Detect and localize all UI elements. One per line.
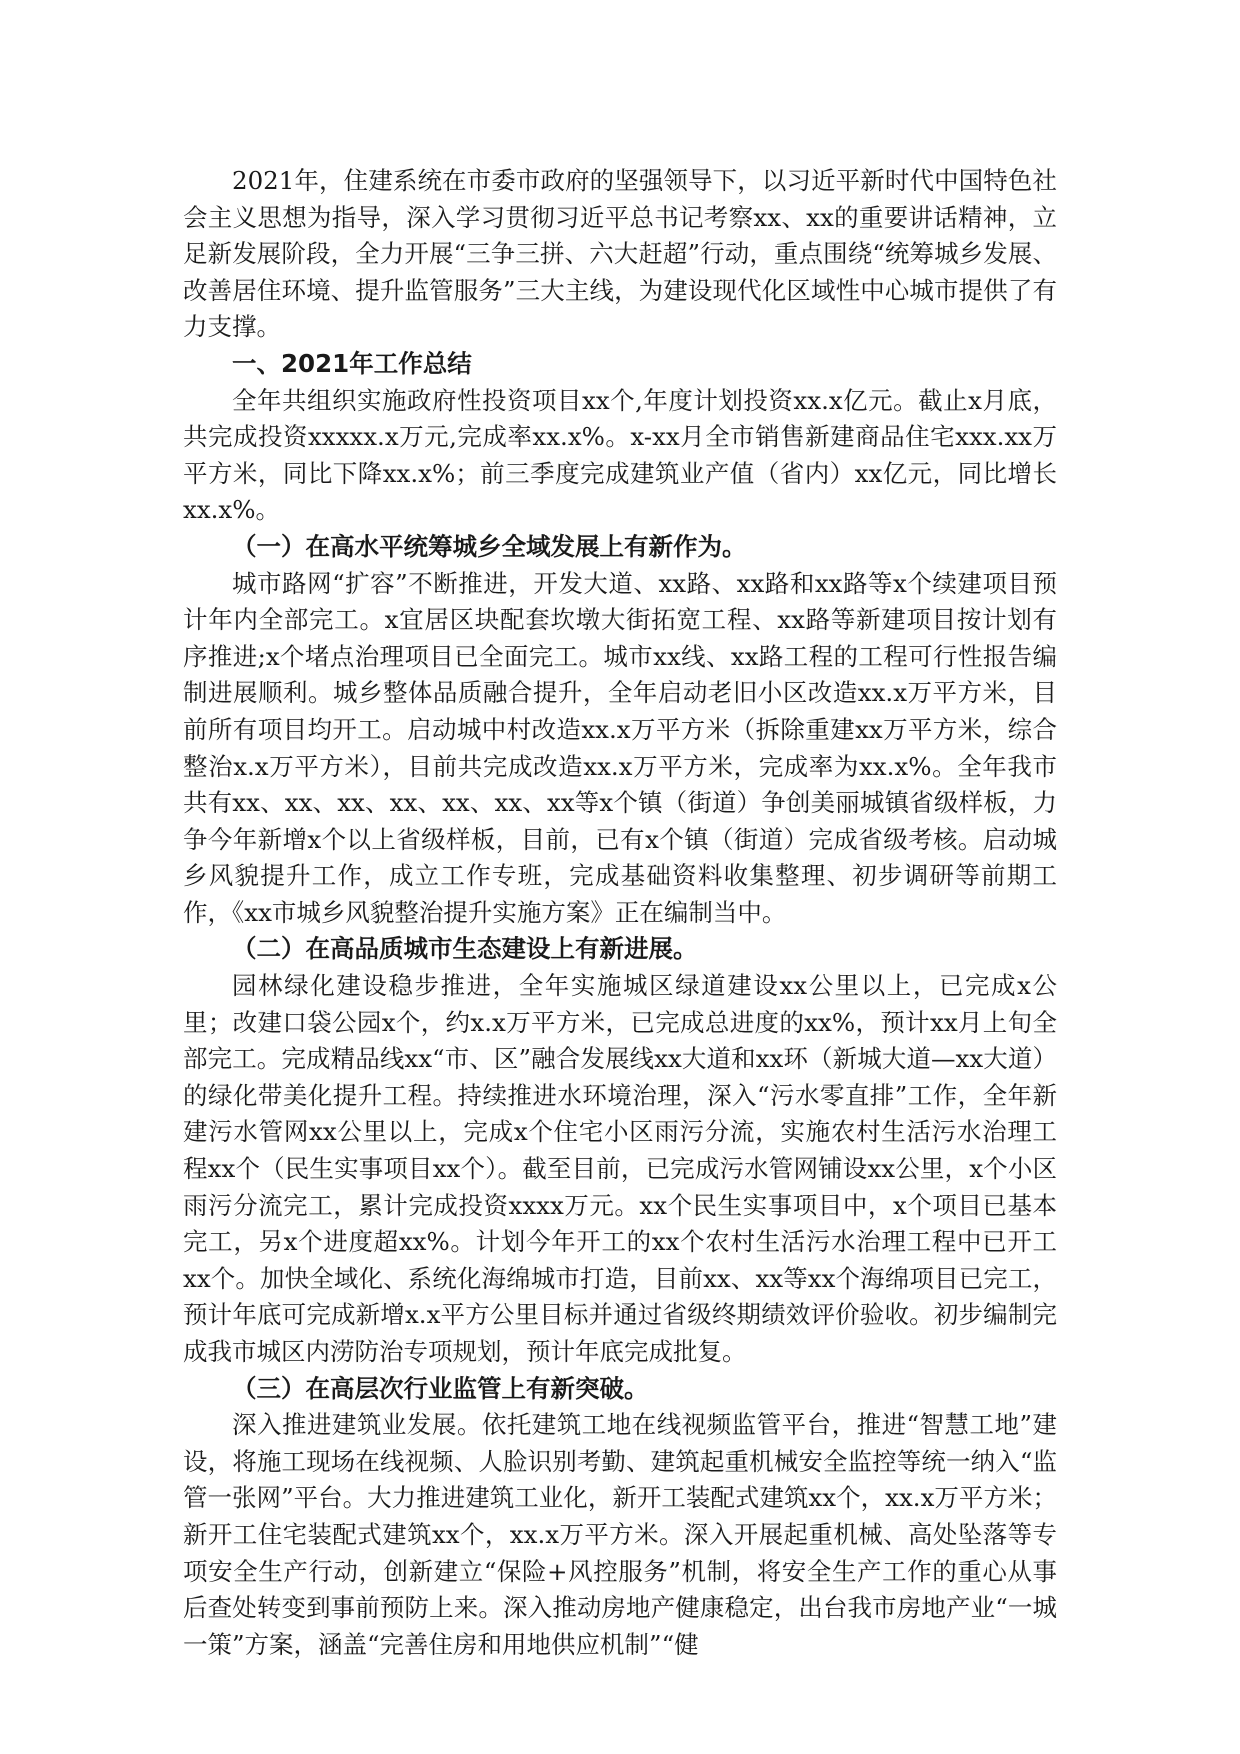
document-body xyxy=(183,163,1057,1663)
summary-paragraph: 全年共组织实施政府性投资项目xx个,年度计划投资xx.x亿元。截止x月底，共完成投资xxxxx.x万元,完成率xx.x%。x-xx月全市销售新建商品住宅xxx.xx万平方米，同比下降xx.x%；前三季度完成建筑业产值（省内）xx亿元，同比增长xx.x%。 xyxy=(183,385,1057,525)
intro-paragraph: 2021年，住建系统在市委市政府的坚强领导下，以习近平新时代中国特色社会主义思想为指导，深入学习贯彻习近平总书记考察xx、xx的重要讲话精神，立足新发展阶段，全力开展“三争三拼、六大赶超”行动，重点围绕“统筹城乡发展、改善居住环境、提升监管服务”三大主线，为建设现代化区域性中心城市提供了有力支撑。 xyxy=(183,166,1057,342)
urban-rural-paragraph: 城市路网“扩容”不断推进，开发大道、xx路、xx路和xx路等x个续建项目预计年内全部完工。x宜居区块配套坎墩大街拓宽工程、xx路等新建项目按计划有序推进;x个堵点治理项目已全面完工。城市xx线、xx路工程的工程可行性报告编制进展顺利。城乡整体品质融合提升，全年启动老旧小区改造xx.x万平方米，目前所有项目均开工。启动城中村改造xx.x万平方米（拆除重建xx万平方米，综合整治x.x万平方米），目前共完成改造xx.x万平方米，完成率为xx.x%。全年我市共有xx、xx、xx、xx、xx、xx、xx等x个镇（街道）争创美丽城镇省级样板，力争今年新增x个以上省级样板，目前，已有x个镇（街道）完成省级考核。启动城乡风貌提升工作，成立工作专班，完成基础资料收集整理、初步调研等前期工作，《xx市城乡风貌整治提升实施方案》正在编制当中。 xyxy=(183,568,1057,927)
subheading-supervision: （三）在高层次行业监管上有新突破。 xyxy=(232,1373,649,1403)
subheading-urban-rural: （一）在高水平统筹城乡全域发展上有新作为。 xyxy=(232,531,747,561)
supervision-paragraph: 深入推进建筑业发展。依托建筑工地在线视频监管平台，推进“智慧工地”建设，将施工现场在线视频、人脸识别考勤、建筑起重机械安全监控等统一纳入“监管一张网”平台。大力推进建筑工业化，新开工装配式建筑xx个，xx.x万平方米；新开工住宅装配式建筑xx个，xx.x万平方米。深入开展起重机械、高处坠落等专项安全生产行动，创新建立“保险+风控服务”机制，将安全生产工作的重心从事后查处转变到事前预防上来。深入推动房地产健康稳定，出台我市房地产业“一城一策”方案，涵盖“完善住房和用地供应机制”“健 xyxy=(183,1410,1057,1659)
ecology-paragraph: 园林绿化建设稳步推进，全年实施城区绿道建设xx公里以上，已完成x公里；改建口袋公园x个，约x.x万平方米，已完成总进度的xx%，预计xx月上旬全部完工。完成精品线xx“市、区”融合发展线xx大道和xx环（新城大道—xx大道）的绿化带美化提升工程。持续推进水环境治理，深入“污水零直排”工作，全年新建污水管网xx公里以上，完成x个住宅小区雨污分流，实施农村生活污水治理工程xx个（民生实事项目xx个）。截至目前，已完成污水管网铺设xx公里，x个小区雨污分流完工，累计完成投资xxxx万元。xx个民生实事项目中，x个项目已基本完工，另x个进度超xx%。计划今年开工的xx个农村生活污水治理工程中已开工xx个。加快全域化、系统化海绵城市打造，目前xx、xx等xx个海绵项目已完工，预计年底可完成新增x.x平方公里目标并通过省级终期绩效评价验收。初步编制完成我市城区内涝防治专项规划，预计年底完成批复。 xyxy=(183,971,1057,1366)
section-heading-summary: 一、2021年工作总结 xyxy=(232,348,472,378)
subheading-ecology: （二）在高品质城市生态建设上有新进展。 xyxy=(232,934,698,964)
